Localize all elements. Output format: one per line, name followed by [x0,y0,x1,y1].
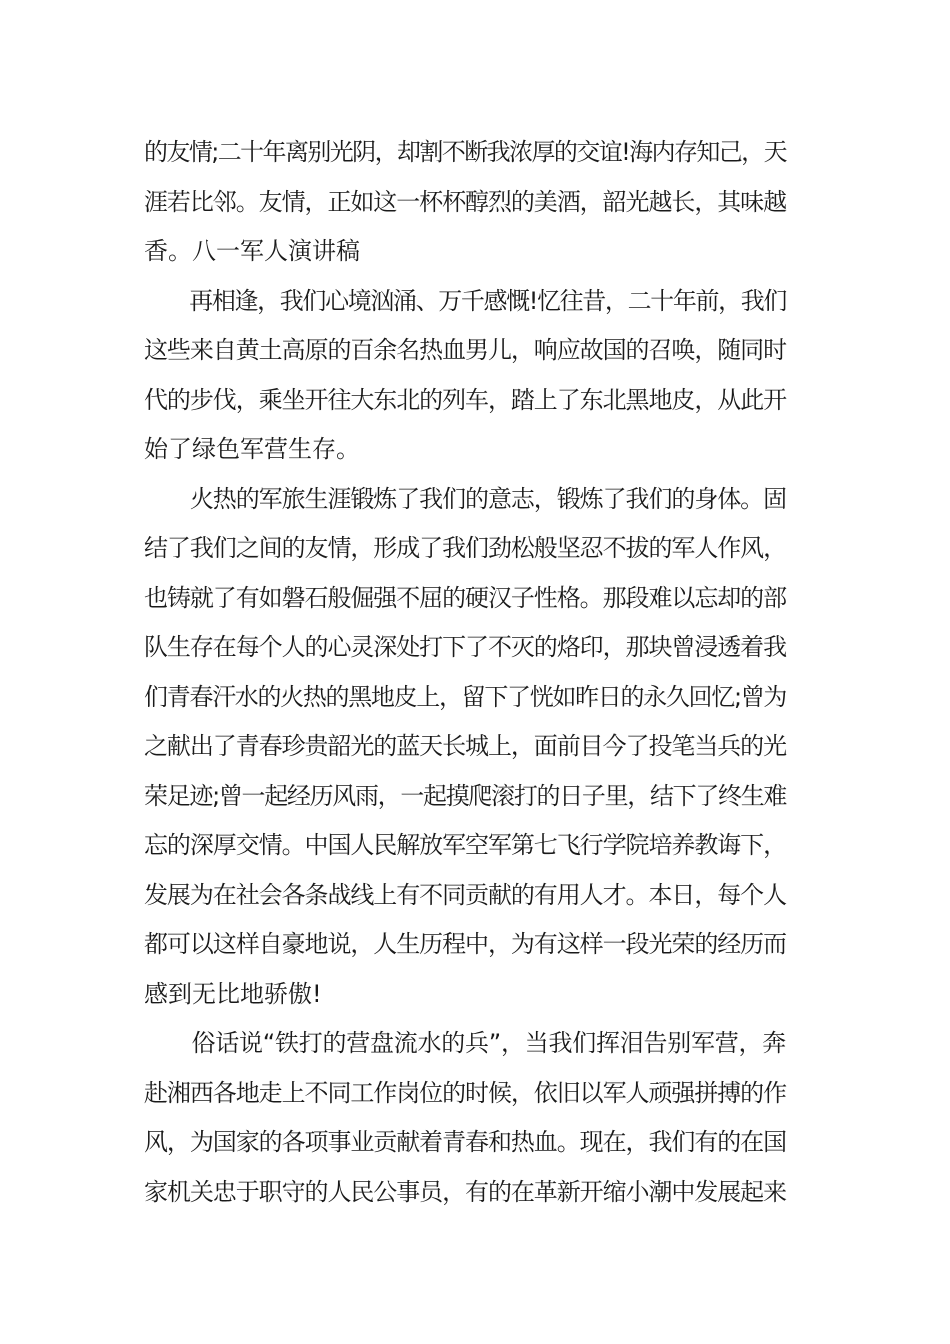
text-line: 的友情;二十年离别光阴，却割不断我浓厚的交谊!海内存知己，天 [144,138,787,166]
text-line: 发展为在社会各条战线上有不同贡献的有用人才。本日，每个人 [144,880,787,909]
text-line: 这些来自黄土高原的百余名热血男儿，响应故国的召唤，随同时 [144,336,787,364]
document-body [144,128,786,1217]
text-line: 之献出了青春珍贵韶光的蓝天长城上，面前目今了投笔当兵的光 [144,732,787,760]
text-line: 赴湘西各地走上不同工作岗位的时候，依旧以军人顽强拼搏的作 [144,1078,787,1107]
text-line: 都可以这样自豪地说，人生历程中，为有这样一段光荣的经历而 [144,930,787,958]
text-line: 火热的军旅生涯锻炼了我们的意志，锻炼了我们的身体。固 [144,484,787,513]
text-line: 香。八一军人演讲稿 [144,237,360,265]
text-line: 家机关忠于职守的人民公事员，有的在革新开缩小潮中发展起来 [144,1177,787,1206]
text-line: 们青春汗水的火热的黑地皮上，留下了恍如昨日的永久回忆;曾为 [144,682,787,711]
text-line: 风，为国家的各项事业贡献着青春和热血。现在，我们有的在国 [144,1128,787,1156]
text-line: 感到无比地骄傲! [144,979,322,1008]
text-line: 俗话说“铁打的营盘流水的兵”，当我们挥泪告别军营，奔 [144,1029,786,1057]
text-line: 再相逢，我们心境汹涌、万千感慨!忆往昔，二十年前，我们 [144,286,786,315]
text-line: 代的步伐，乘坐开往大东北的列车，踏上了东北黑地皮，从此开 [144,385,787,414]
text-line: 结了我们之间的友情，形成了我们劲松般坚忍不拔的军人作风， [144,534,787,562]
text-line: 荣足迹;曾一起经历风雨，一起摸爬滚打的日子里，结下了终生难 [144,781,787,810]
text-line: 涯若比邻。友情，正如这一杯杯醇烈的美酒，韶光越长，其味越 [144,187,787,216]
text-line: 忘的深厚交情。中国人民解放军空军第七飞行学院培养教诲下， [144,831,787,859]
text-line: 也铸就了有如磐石般倔强不屈的硬汉子性格。那段难以忘却的部 [144,583,787,612]
text-line: 队生存在每个人的心灵深处打下了不灭的烙印，那块曾浸透着我 [144,633,787,661]
text-line: 始了绿色军营生存。 [144,435,360,463]
